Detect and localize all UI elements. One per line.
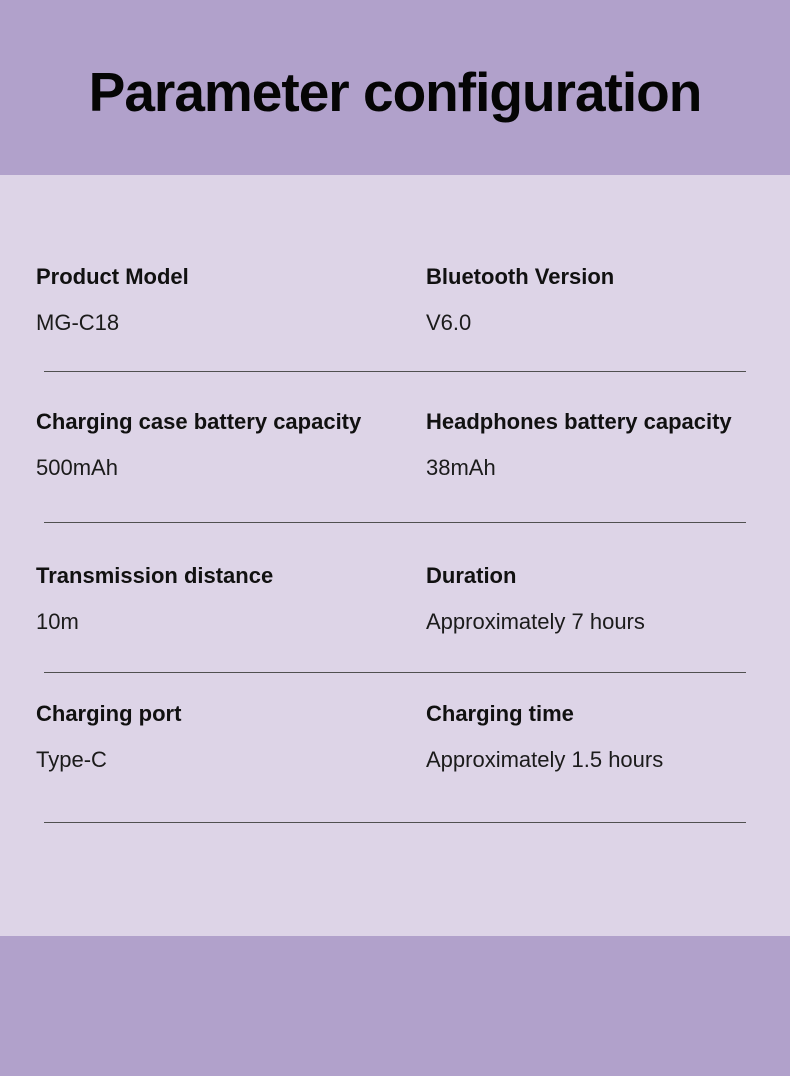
page-title: Parameter configuration — [88, 61, 702, 123]
row-divider — [44, 522, 746, 523]
charging-case-battery-capacity-label: Charging case battery capacity — [36, 409, 362, 434]
header-banner — [0, 0, 790, 175]
charging-case-battery-capacity-value: 500mAh — [36, 455, 118, 480]
charging-port-label: Charging port — [36, 701, 182, 726]
bluetooth-version-label: Bluetooth Version — [426, 264, 615, 289]
transmission-distance-value: 10m — [36, 609, 79, 634]
row-divider — [44, 672, 746, 673]
bluetooth-version-value: V6.0 — [426, 310, 472, 335]
product-model-label: Product Model — [36, 264, 189, 289]
product-model-value: MG-C18 — [36, 310, 120, 335]
duration-label: Duration — [426, 563, 517, 588]
headphones-battery-capacity-value: 38mAh — [426, 455, 496, 480]
row-divider — [44, 371, 746, 372]
charging-time-label: Charging time — [426, 701, 574, 726]
transmission-distance-label: Transmission distance — [36, 563, 274, 588]
duration-value: Approximately 7 hours — [426, 609, 645, 634]
charging-port-value: Type-C — [36, 747, 107, 772]
row-divider — [44, 822, 746, 823]
footer-banner — [0, 936, 790, 1076]
charging-time-value: Approximately 1.5 hours — [426, 747, 664, 772]
headphones-battery-capacity-label: Headphones battery capacity — [426, 409, 732, 434]
